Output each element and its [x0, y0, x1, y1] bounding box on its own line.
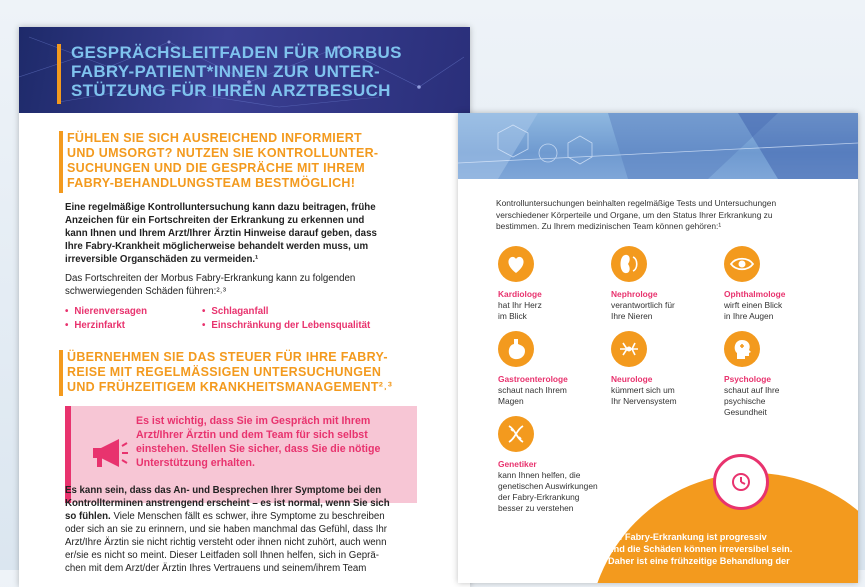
- megaphone-icon: [89, 436, 129, 470]
- dna-icon: [498, 416, 534, 452]
- specialist-card: Ophthalmologe wirft einen Blick in Ihre Augen: [724, 246, 834, 322]
- stomach-icon: [498, 331, 534, 367]
- left-page: [19, 27, 470, 587]
- neuron-icon: [611, 331, 647, 367]
- specialist-card: Gastroenterologe schaut nach Ihrem Magen: [498, 331, 608, 407]
- progression-note: Die Fabry-Erkrankung ist progressiv und die Schäden können irreversibel sein. Daher ist eine frühzeitige Behandlung der: [608, 532, 793, 566]
- section-2-heading: ÜBERNEHMEN SIE DAS STEUER FÜR IHRE FABRY- REISE MIT REGELMÄSSIGEN UNTERSUCHUNGEN UND FRÜHZEITIGEM KRANKHEITSMANAGEMENT²˒³: [59, 350, 454, 396]
- list-item: • Nierenversagen: [65, 306, 148, 317]
- damage-paragraph: Das Fortschreiten der Morbus Fabry-Erkrankung kann zu folgenden schwerwiegenden Schäden führen:²˒³: [65, 273, 356, 297]
- kidney-icon: [611, 246, 647, 282]
- banner-accent-bar: [57, 44, 61, 104]
- callout-box: Es ist wichtig, dass Sie im Gespräch mit Ihrem Arzt/Ihrer Ärztin und dem Team für sich selbst einstehen. Stellen Sie sicher, dass Sie die nötige Unterstützung erhalten.: [65, 406, 417, 503]
- right-banner: [458, 113, 858, 179]
- heart-icon: [498, 246, 534, 282]
- list-item: • Schlaganfall: [202, 306, 269, 317]
- medical-pattern-icon: [458, 113, 858, 179]
- specialist-card: Nephrologe verantwortlich für Ihre Nieren: [611, 246, 721, 322]
- section-1-heading: FÜHLEN SIE SICH AUSREICHEND INFORMIERT UND UMSORGT? NUTZEN SIE KONTROLLUNTER- SUCHUNGEN UND DIE GESPRÄCHE MIT IHREM FABRY-BEHANDLUNGSTEAM BESTMÖGLICH!: [59, 131, 454, 193]
- specialist-card: Kardiologe hat Ihr Herz im Blick: [498, 246, 608, 322]
- damage-list: [65, 305, 455, 335]
- intro-paragraph: Eine regelmäßige Kontrolluntersuchung kann dazu beitragen, frühe Anzeichen für ein Fortschreiten der Erkrankung zu erkennen und kann Ihnen und Ihrem Arzt/Ihrer Ärztin Hinweise darauf geben, dass Ihre Fabry-Krankheit möglicherweise behandelt werden muss, um irreversible Organschäden zu vermeiden.¹: [65, 202, 377, 265]
- head-icon: [724, 331, 760, 367]
- left-banner: [19, 27, 470, 113]
- specialist-card: Neurologe kümmert sich um Ihr Nervensystem: [611, 331, 721, 407]
- list-item: • Herzinfarkt: [65, 320, 126, 331]
- specialist-card: Genetiker kann Ihnen helfen, die genetischen Auswirkungen der Fabry-Erkrankung besser zu verstehen: [498, 416, 608, 514]
- list-item: • Einschränkung der Lebensqualität: [202, 320, 371, 331]
- right-page: [458, 113, 858, 583]
- document-title: GESPRÄCHSLEITFADEN FÜR MORBUS FABRY-PATIENT*INNEN ZUR UNTER- STÜTZUNG FÜR IHREN ARZTBESUCH: [71, 43, 402, 100]
- symptoms-paragraph: Es kann sein, dass das An- und Besprechen Ihrer Symptome bei den Kontrollterminen anstrengend erscheint – es ist normal, wenn Sie sich so fühlen. Viele Menschen fällt es schwer, ihre Symptome zu beschreiben oder sich an sie zu erinnern, und sie haben manchmal das Gefühl, dass Ihr Arzt/Ihre Ärztin sie nicht richtig versteht oder ihnen nicht zuhört, auch wenn er/sie es nicht so meint. Dieser Leitfaden soll Ihnen helfen, sich in Geprä- chen mit dem Arzt/der Ärztin Ihres Vertrauens und seinem/ihrem Team: [65, 485, 390, 574]
- eye-icon: [724, 246, 760, 282]
- clock-glyph-icon: [716, 457, 766, 507]
- clock-icon: [713, 454, 769, 510]
- specialist-card: Psychologe schaut auf Ihre psychische Gesundheit: [724, 331, 834, 418]
- team-intro: Kontrolluntersuchungen beinhalten regelmäßige Tests und Untersuchungen verschiedener Körperteile und Organe, um den Status Ihrer Erkrankung zu bestimmen. Zu Ihrem medizinischen Team können gehören:¹: [496, 198, 777, 231]
